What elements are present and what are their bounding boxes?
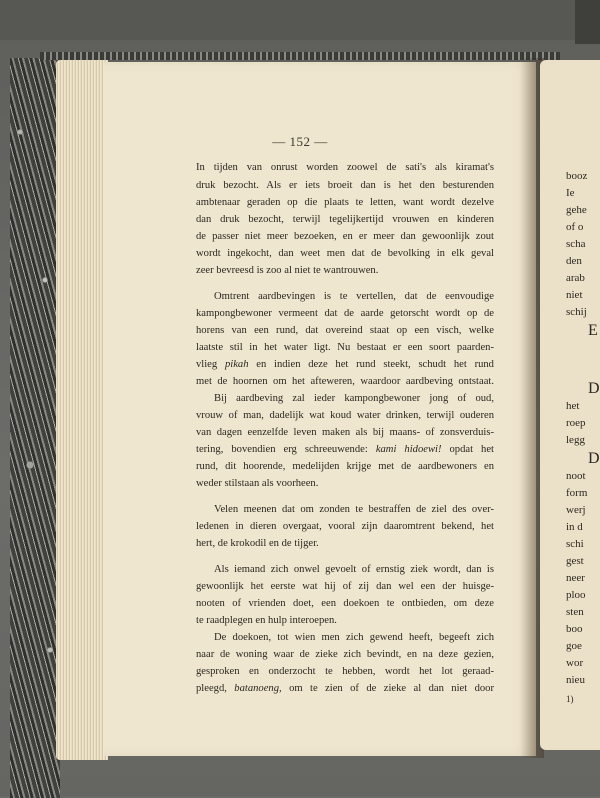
right-fragment: arab — [566, 272, 585, 284]
book-clasp — [575, 0, 600, 44]
text-line: gesproken en onderzocht te hebben, wordt het lot geraad- — [196, 666, 494, 677]
text-line: Velen meenen dat om zonden te bestraffen de ziel des over- — [214, 504, 494, 515]
right-fragment: het — [566, 400, 580, 412]
cover-edge — [40, 52, 560, 60]
text-line: druk bezocht. Als er iets broeit dan is het den besturenden — [196, 180, 494, 191]
right-fragment: gehe — [566, 204, 587, 216]
right-fragment: noot — [566, 470, 586, 482]
marbled-cover — [10, 58, 60, 798]
text-line: nooten of vrienden doet, een doekoen te ontbieden, om deze — [196, 598, 494, 609]
right-fragment: Ie — [566, 187, 575, 199]
right-fragment: boo — [566, 623, 583, 635]
right-fragment: in d — [566, 521, 583, 533]
page-stack — [56, 60, 108, 760]
text-line: met de hoornen om het afteweren, waardoor aardbeving ontstaat. — [196, 376, 494, 387]
right-fragment: nieu — [566, 674, 585, 686]
right-fragment: D — [588, 380, 600, 397]
right-fragment: roep — [566, 417, 586, 429]
right-fragment: 1) — [566, 694, 574, 704]
right-fragment: werj — [566, 504, 586, 516]
text-line: weder stilstaan als voorheen. — [196, 478, 319, 489]
right-fragment: booz — [566, 170, 588, 182]
text-line: zeer bevreesd is zoo al niet te wantrouwen. — [196, 265, 379, 276]
text-line: kampongbewoner vermeent dat de aarde getorscht wordt op de — [196, 308, 494, 319]
text-line: pleegd, batanoeng, om te zien of de zieke al dan niet door — [196, 683, 494, 694]
top-strip — [0, 0, 600, 40]
right-fragment: goe — [566, 640, 582, 652]
text-line: te raadplegen en hulp interoepen. — [196, 615, 337, 626]
text-line: laatste stil in het water ligt. Nu bestaat er een soort paarden- — [196, 342, 494, 353]
right-fragment: ploo — [566, 589, 586, 601]
text-line: van dagen eenzelfde leven maken als bij maans- of zonsverduis- — [196, 427, 494, 438]
right-fragment: den — [566, 255, 582, 267]
right-fragment: E — [588, 322, 598, 339]
text-line: Omtrent aardbevingen is te vertellen, dat de eenvoudige — [214, 291, 494, 302]
text-line: de passer niet meer bezoeken, en er meer dan gewoonlijk zout — [196, 231, 494, 242]
page-number: — 152 — — [272, 134, 328, 149]
right-fragment: niet — [566, 289, 583, 301]
right-fragment: D — [588, 450, 600, 467]
right-fragment: schi — [566, 538, 584, 550]
text-line: ledenen in dieren overgaat, vooral zijn daaromtrent bekend, het — [196, 521, 494, 532]
right-fragment: sten — [566, 606, 584, 618]
right-fragment: of o — [566, 221, 584, 233]
right-fragment: legg — [566, 434, 585, 446]
text-line: horens van een rund, dat overeind staat op een visch, welke — [196, 325, 494, 336]
text-line: wordt ingekocht, dan weet men dat de bevolking in elk geval — [196, 248, 494, 259]
text-line: Bij aardbeving zal ieder kampongbewoner jong of oud, — [214, 393, 494, 404]
right-fragment: gest — [566, 555, 584, 567]
right-fragment: form — [566, 487, 588, 499]
text-line: rund, dit hoorende, medelijden krijge met de aardbewoners en — [196, 461, 494, 472]
text-line: ambtenaar geraden op die plaats te letten, want wordt dezelve — [196, 197, 494, 208]
right-fragment: scha — [566, 238, 586, 250]
text-line: tering, bovendien erg schreeuwende: kami hidoewi! opdat het — [196, 444, 494, 455]
text-line: naar de woning waar de zieke zich bevindt, en na deze gezien, — [196, 649, 494, 660]
right-fragment: neer — [566, 572, 585, 584]
text-line: hert, de krokodil en de tijger. — [196, 538, 319, 549]
right-fragment: wor — [566, 657, 584, 669]
text-line: gewoonlijk het eerste wat hij of zij dan wel een der huisge- — [196, 581, 494, 592]
right-fragment: schij — [566, 306, 587, 318]
text-line: De doekoen, tot wien men zich gewend heeft, begeeft zich — [214, 632, 494, 643]
text-line: dan druk bezocht, terwijl tegelijkertijd vrouwen en kinderen — [196, 214, 494, 225]
text-line: In tijden van onrust worden zoowel de sati's als kiramat's — [196, 162, 494, 173]
text-line: Als iemand zich onwel gevoelt of ernstig ziek wordt, dan is — [214, 564, 494, 575]
text-line: vrouw of man, dadelijk wat koud water drinken, terwijl ouderen — [196, 410, 494, 421]
text-line: vlieg pikah en indien deze het rund steekt, schudt het rund — [196, 359, 494, 370]
